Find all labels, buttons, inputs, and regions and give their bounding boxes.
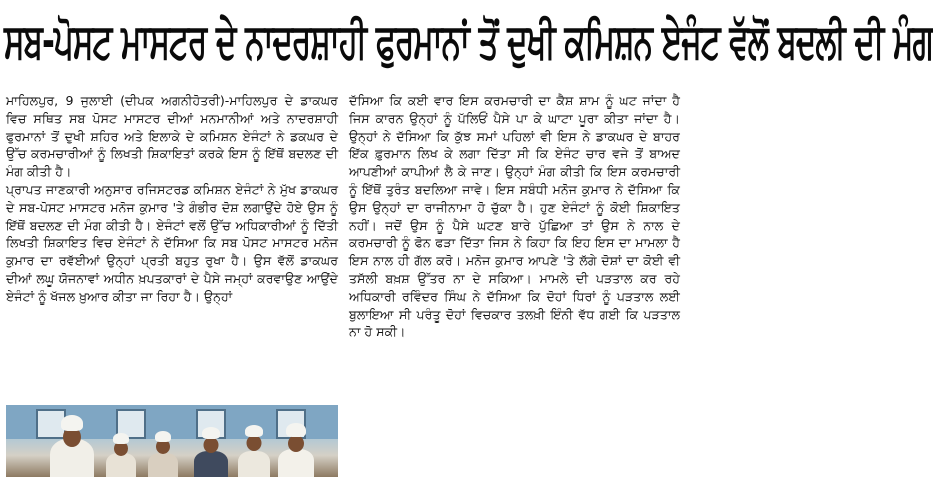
article-right-column [349, 92, 680, 472]
headline: ਸਬ-ਪੋਸਟ ਮਾਸਟਰ ਦੇ ਨਾਦਰਸ਼ਾਹੀ ਫੁਰਮਾਨਾਂ ਤੋਂ ਦੁਖੀ ਕਮਿਸ਼ਨ ਏਜੰਟ ਵੱਲੋਂ ਬਦਲੀ ਦੀ ਮੰਗ [4, 14, 933, 70]
photo-person [50, 411, 94, 477]
news-photo [6, 405, 338, 477]
photo-person [238, 425, 270, 477]
article-paragraph-2: ਪ੍ਰਾਪਤ ਜਾਣਕਾਰੀ ਅਨੁਸਾਰ ਰਜਿਸਟਰਡ ਕਮਿਸ਼ਨ ਏਜੰਟਾਂ ਨੇ ਮੁੱਖ ਡਾਕਘਰ ਦੇ ਸਬ-ਪੋਸਟ ਮਾਸਟਰ ਮਨੋਜ ਕੁਮਾਰ 'ਤੇ ਗੰਭੀਰ ਦੋਸ਼ ਲਗਾਉਂਦੇ ਹੋਏ ਉਸ ਨੂੰ ਇੱਥੋਂ ਬਦਲਣ ਦੀ ਮੰਗ ਕੀਤੀ ਹੈ। ਏਜੰਟਾਂ ਵਲੋਂ ਉੱਚ ਅਧਿਕਾਰੀਆਂ ਨੂੰ ਦਿੱਤੀ ਲਿਖਤੀ ਸ਼ਿਕਾਇਤ ਵਿਚ ਏਜੰਟਾਂ ਨੇ ਦੱਸਿਆ ਕਿ ਸਬ ਪੋਸਟ ਮਾਸਟਰ ਮਨੋਜ ਕੁਮਾਰ ਦਾ ਰਵੱਈਆਂ ਉਨ੍ਹਾਂ ਪ੍ਰਤੀ ਬਹੁਤ ਰੁਖਾ ਹੈ। ਉਸ ਵੱਲੋਂ ਡਾਕਘਰ ਦੀਆਂ ਲਘੂ ਯੋਜਨਾਵਾਂ ਅਧੀਨ ਖ਼ਪਤਕਾਰਾਂ ਦੇ ਪੈਸੇ ਜਮ੍ਹਾਂ ਕਰਵਾਉਣ ਆਉਂਦੇ ਏਜੰਟਾਂ ਨੂੰ ਖੱਜਲ ਖ਼ੁਆਰ ਕੀਤਾ ਜਾ ਰਿਹਾ ਹੈ। ਉਨ੍ਹਾਂ [6, 181, 338, 304]
article-left-column [6, 92, 338, 402]
photo-person [278, 423, 314, 477]
headline-block [4, 2, 933, 82]
photo-person [148, 431, 178, 477]
article-paragraph-3: ਦੱਸਿਆ ਕਿ ਕਈ ਵਾਰ ਇਸ ਕਰਮਚਾਰੀ ਦਾ ਕੈਸ਼ ਸ਼ਾਮ ਨੂੰ ਘਟ ਜਾਂਦਾ ਹੈ ਜਿਸ ਕਾਰਨ ਉਨ੍ਹਾਂ ਨੂੰ ਪੱਲਿਓਂ ਪੈਸੇ ਪਾ ਕੇ ਘਾਟਾ ਪੂਰਾ ਕੀਤਾ ਜਾਂਦਾ ਹੈ। ਉਨ੍ਹਾਂ ਨੇ ਦੱਸਿਆ ਕਿ ਕੁੱਝ ਸਮਾਂ ਪਹਿਲਾਂ ਵੀ ਇਸ ਨੇ ਡਾਕਘਰ ਦੇ ਬਾਹਰ ਇੱਕ ਫ਼ੁਰਮਾਨ ਲਿਖ ਕੇ ਲਗਾ ਦਿੱਤਾ ਸੀ ਕਿ ਏਜੰਟ ਚਾਰ ਵਜੇ ਤੋਂ ਬਾਅਦ ਆਪਣੀਆਂ ਕਾਪੀਆਂ ਲੈ ਕੇ ਜਾਣ। ਉਨ੍ਹਾਂ ਮੰਗ ਕੀਤੀ ਕਿ ਇਸ ਕਰਮਚਾਰੀ ਨੂੰ ਇੱਥੋਂ ਤੁਰੰਤ ਬਦਲਿਆ ਜਾਵੇ। ਇਸ ਸਬੰਧੀ ਮਨੋਜ ਕੁਮਾਰ ਨੇ ਦੱਸਿਆ ਕਿ ਉਸ ਉਨ੍ਹਾਂ ਦਾ ਰਾਜੀਨਾਮਾ ਹੋ ਚੁੱਕਾ ਹੈ। ਹੁਣ ਏਜੰਟਾਂ ਨੂੰ ਕੋਈ ਸ਼ਿਕਾਇਤ ਨਹੀਂ। ਜਦੋਂ ਉਸ ਨੂੰ ਪੈਸੇ ਘਟਣ ਬਾਰੇ ਪੁੱਛਿਆ ਤਾਂ ਉਸ ਨੇ ਨਾਲ ਦੇ ਕਰਮਚਾਰੀ ਨੂੰ ਫੋਨ ਫੜਾ ਦਿੱਤਾ ਜਿਸ ਨੇ ਕਿਹਾ ਕਿ ਇਹ ਇਸ ਦਾ ਮਾਮਲਾ ਹੈ ਇਸ ਨਾਲ ਹੀ ਗੱਲ ਕਰੋ। ਮਨੋਜ ਕੁਮਾਰ ਆਪਣੇ 'ਤੇ ਲੱਗੇ ਦੋਸ਼ਾਂ ਦਾ ਕੋਈ ਵੀ ਤਸੱਲੀ ਬਖ਼ਸ਼ ਉੱਤਰ ਨਾ ਦੇ ਸਕਿਆ। ਮਾਮਲੇ ਦੀ ਪੜਤਾਲ ਕਰ ਰਹੇ ਅਧਿਕਾਰੀ ਰਵਿੰਦਰ ਸਿੰਘ ਨੇ ਦੱਸਿਆ ਕਿ ਦੋਹਾਂ ਧਿਰਾਂ ਨੂੰ ਪੜਤਾਲ ਲਈ ਬੁਲਾਇਆ ਸੀ ਪਰੰਤੂ ਦੋਹਾਂ ਵਿਚਕਾਰ ਤਲਖ਼ੀ ਇੰਨੀ ਵੱਧ ਗਈ ਕਿ ਪੜਤਾਲ ਨਾ ਹੋ ਸਕੀ। [349, 93, 680, 340]
photo-person [106, 433, 136, 477]
article-paragraph-1: ਮਾਹਿਲਪੁਰ, 9 ਜੁਲਾਈ (ਦੀਪਕ ਅਗਨੀਹੋਤਰੀ)-ਮਾਹਿਲਪੁਰ ਦੇ ਡਾਕਘਰ ਵਿਚ ਸਥਿਤ ਸਬ ਪੋਸਟ ਮਾਸਟਰ ਦੀਆਂ ਮਨਮਾਨੀਆਂ ਅਤੇ ਨਾਦਰਸ਼ਾਹੀ ਫੁਰਮਾਨਾਂ ਤੋਂ ਦੁਖੀ ਸ਼ਹਿਰ ਅਤੇ ਇਲਾਕੇ ਦੇ ਕਮਿਸ਼ਨ ਏਜੰਟਾਂ ਨੇ ਡਕਘਰ ਦੇ ਉੱਚ ਕਰਮਚਾਰੀਆਂ ਨੂੰ ਲਿਖਤੀ ਸ਼ਿਕਾਇਤਾਂ ਕਰਕੇ ਇਸ ਨੂੰ ਇੱਥੋਂ ਬਦਲਣ ਦੀ ਮੰਗ ਕੀਤੀ ਹੈ। [6, 93, 338, 180]
photo-person [194, 427, 228, 477]
